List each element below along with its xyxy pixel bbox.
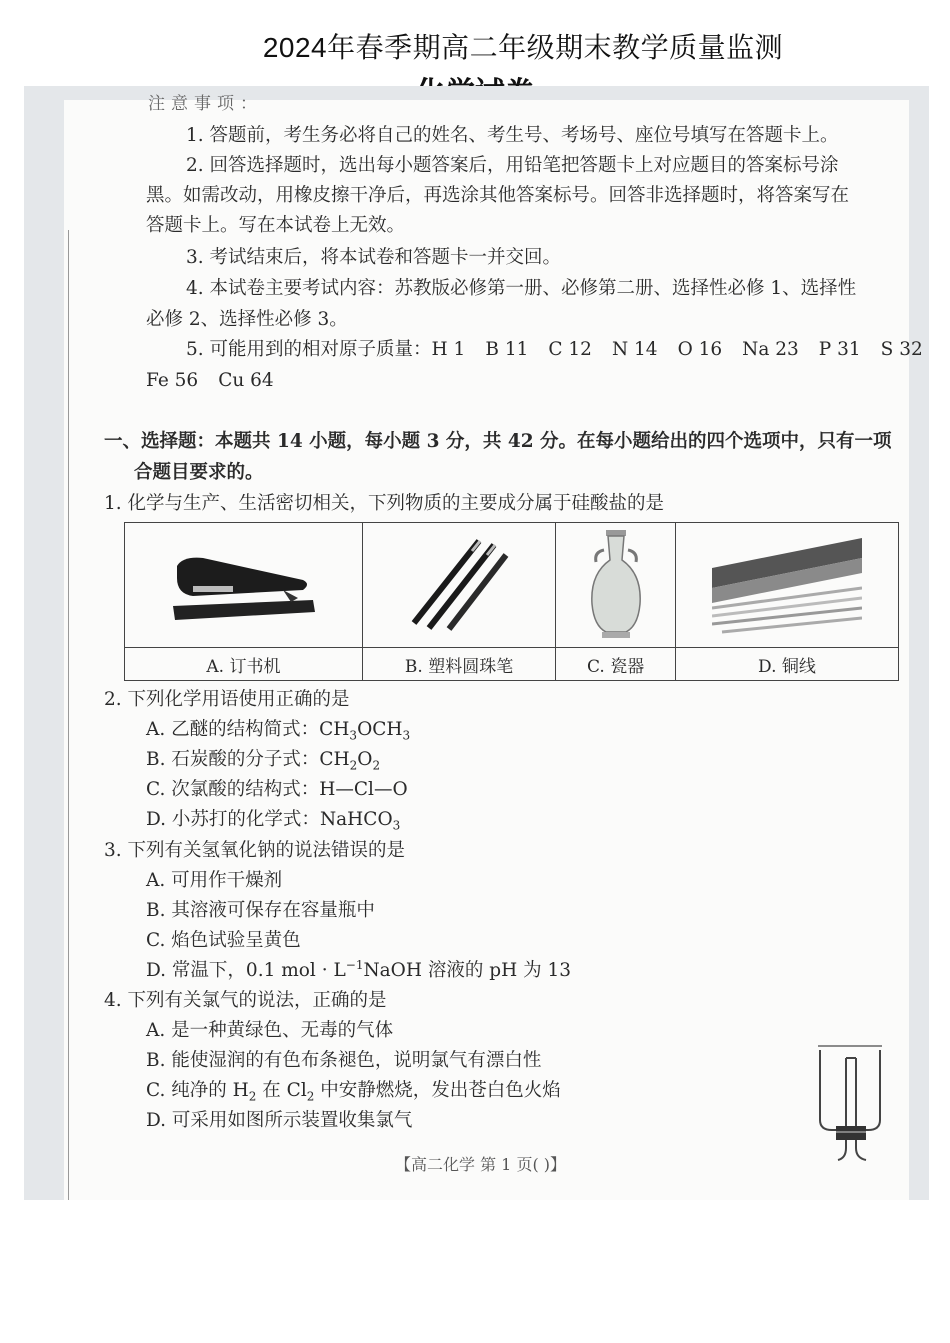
notice-item-5-cont: [146, 369, 274, 393]
atom-s: S 32: [880, 339, 923, 360]
q2-option-a: [146, 718, 410, 742]
formula-sub: 2: [306, 1089, 315, 1104]
formula-part: CH: [319, 749, 350, 770]
q2-option-d-text: D. 小苏打的化学式：: [146, 809, 320, 830]
atomic-mass-label: 5. 可能用到的相对原子质量：: [186, 339, 432, 360]
formula-sup: −1: [345, 957, 364, 972]
binding-line: [68, 230, 69, 1200]
notice-item-2-line-2: 黑。如需改动，用橡皮擦干净后，再选涂其他答案标号。回答非选择题时，将答案写在: [146, 185, 850, 206]
q1-image-porcelain-vase: [556, 523, 676, 648]
q4-option-b: B. 能使湿润的有色布条褪色，说明氯气有漂白性: [146, 1050, 542, 1071]
q1-options-table: [124, 522, 899, 681]
formula-part: NaHCO: [319, 809, 393, 830]
atom-c: C 12: [548, 339, 592, 360]
notice-item-3: 3. 考试结束后，将本试卷和答题卡一并交回。: [186, 247, 562, 268]
atom-n: N 14: [611, 339, 658, 360]
q3-stem: 3. 下列有关氢氧化钠的说法错误的是: [104, 840, 406, 861]
formula-sub: 2: [372, 758, 381, 773]
atom-p: P 31: [818, 339, 861, 360]
q2-option-d: [146, 808, 400, 832]
q2-stem: 2. 下列化学用语使用正确的是: [104, 689, 350, 710]
q1-image-copper-wire: [675, 523, 898, 648]
notice-item-2-line-3: 答题卡上。写在本试卷上无效。: [146, 215, 406, 236]
q2-option-a-text: A. 乙醚的结构简式：: [146, 719, 320, 740]
formula-part: O: [357, 749, 373, 770]
q1-stem: 1. 化学与生产、生活密切相关，下列物质的主要成分属于硅酸盐的是: [104, 493, 665, 514]
q2-option-c-text: C. 次氯酸的结构式：: [146, 779, 320, 800]
notice-item-5: [186, 338, 923, 362]
copper-wire-icon: [712, 528, 862, 638]
notice-item-1: 1. 答题前，考生务必将自己的姓名、考生号、考场号、座位号填写在答题卡上。: [186, 125, 839, 146]
q3-option-a: A. 可用作干燥剂: [146, 870, 283, 891]
stapler-icon: [163, 538, 323, 628]
notice-item-2-line-1: 2. 回答选择题时，选出每小题答案后，用铅笔把答题卡上对应题目的答案标号涂: [186, 155, 839, 176]
notice-heading: 注意事项：: [148, 94, 263, 114]
atom-na: Na 23: [742, 339, 799, 360]
formula-part: OCH: [357, 719, 403, 740]
section-1-heading-cont: 合题目要求的。: [134, 462, 264, 483]
formula-sub: 3: [402, 728, 411, 743]
formula-sub: 3: [349, 728, 358, 743]
atom-b: B 11: [485, 339, 529, 360]
exam-title: 2024年春季期高二年级期末教学质量监测: [262, 32, 784, 63]
page-footer: 【高二化学 第 1 页( )】: [395, 1155, 567, 1174]
atom-h: H 1: [431, 339, 466, 360]
notice-item-4-line-2: 必修 2、选择性必修 3。: [146, 309, 348, 330]
q2-option-b-text: B. 石炭酸的分子式：: [146, 749, 320, 770]
q4-option-a: A. 是一种黄绿色、无毒的气体: [146, 1020, 394, 1041]
q2-option-c: [146, 778, 408, 802]
atom-o: O 16: [677, 339, 723, 360]
q2-option-b: [146, 748, 380, 772]
formula-part: CH: [319, 719, 350, 740]
gas-collection-apparatus-icon: [812, 1040, 892, 1170]
section-1-heading: 一、选择题：本题共 14 小题，每小题 3 分，共 42 分。在每小题给出的四个选项中，只有一项: [104, 431, 892, 452]
q3-option-d: [146, 959, 571, 983]
q1-image-stapler: [125, 523, 363, 648]
q1-option-d: D. 铜线: [675, 648, 898, 681]
q3-option-d-text-end: NaOH 溶液的 pH 为 13: [363, 960, 572, 981]
q4-option-c-text: C. 纯净的 H: [146, 1080, 249, 1101]
atom-cu: Cu 64: [218, 370, 274, 391]
q4-stem: 4. 下列有关氯气的说法，正确的是: [104, 990, 387, 1011]
q1-option-a: A. 订书机: [125, 648, 363, 681]
q1-option-c: C. 瓷器: [556, 648, 676, 681]
formula-part: H—Cl—O: [319, 779, 408, 800]
notice-item-4-line-1: 4. 本试卷主要考试内容：苏教版必修第一册、必修第二册、选择性必修 1、选择性: [186, 278, 857, 299]
q3-option-c: C. 焰色试验呈黄色: [146, 930, 301, 951]
pens-icon: [394, 533, 524, 633]
atomic-mass-list: [432, 339, 923, 360]
q1-image-pens: [362, 523, 556, 648]
q4-option-c: [146, 1079, 561, 1103]
q4-option-c-text-end: 中安静燃烧，发出苍白色火焰: [314, 1080, 561, 1101]
formula-sub: 2: [349, 758, 358, 773]
q4-option-c-text-mid: 在 Cl: [256, 1080, 307, 1101]
vase-icon: [576, 526, 656, 641]
atom-fe: Fe 56: [146, 370, 199, 391]
formula-sub: 2: [248, 1089, 257, 1104]
formula-sub: 3: [392, 818, 401, 833]
q1-option-b: B. 塑料圆珠笔: [362, 648, 556, 681]
q3-option-d-text: D. 常温下，0.1 mol · L: [146, 960, 346, 981]
q3-option-b: B. 其溶液可保存在容量瓶中: [146, 900, 375, 921]
q4-option-d: D. 可采用如图所示装置收集氯气: [146, 1110, 413, 1131]
